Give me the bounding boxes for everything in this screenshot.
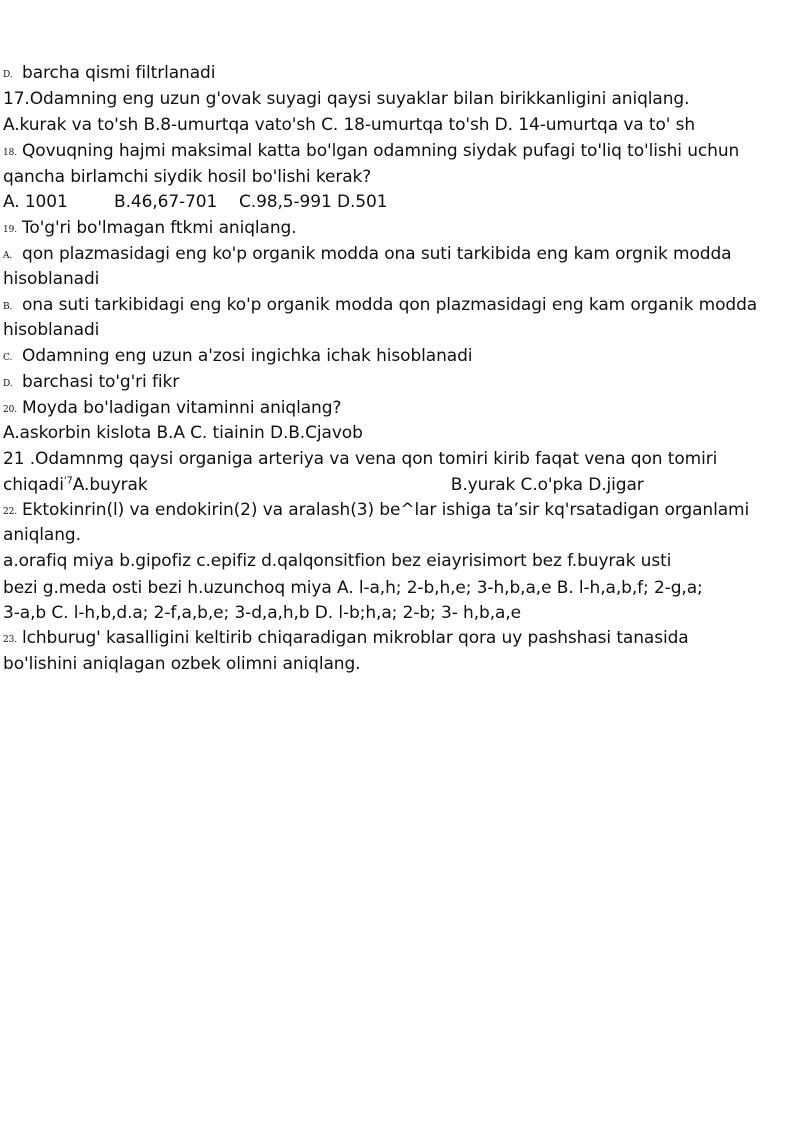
option-a: A.buyrak bbox=[72, 475, 148, 495]
option-b-line bbox=[3, 293, 796, 320]
option-text: Odamning eng uzun a'zosi ingichka ichak hisoblanadi bbox=[22, 346, 473, 366]
question-23-continuation: bo'lishini aniqlagan ozbek olimni aniqlang. bbox=[3, 654, 361, 674]
question-23 bbox=[3, 626, 796, 653]
option-marker: A. bbox=[3, 251, 13, 261]
question-number: 19. bbox=[3, 225, 18, 235]
question-text: Moyda bo'ladigan vitaminni aniqlang? bbox=[22, 398, 342, 418]
question-17-options: A.kurak va to'sh B.8-umurtqa vato'sh C. 18-umurtqa to'sh D. 14-umurtqa va to' sh bbox=[3, 115, 696, 135]
question-22-options: bezi g.meda osti bezi h.uzunchoq miya A. l-a,h; 2-b,h,e; 3-h,b,a,e B. l-h,a,b,f; 2-g,a; bbox=[3, 578, 703, 598]
question-22 bbox=[3, 498, 796, 525]
question-17: 17.Odamning eng uzun g'ovak suyagi qaysi suyaklar bilan birikkanligini aniqlang. bbox=[3, 89, 690, 109]
option-text: qon plazmasidagi eng ko'p organik modda ona suti tarkibida eng kam orgnik modda bbox=[22, 244, 732, 264]
option-text: barcha qismi filtrlanadi bbox=[22, 63, 216, 83]
question-22-options-continued: 3-a,b C. l-h,b,d.a; 2-f,a,b,e; 3-d,a,h,b D. l-b;h,a; 2-b; 3- h,b,a,e bbox=[3, 603, 521, 623]
option-marker: C. bbox=[3, 353, 13, 363]
option-d-line bbox=[3, 370, 796, 397]
option-marker: B. bbox=[3, 302, 13, 312]
option-b-continuation: hisoblanadi bbox=[3, 320, 100, 340]
question-number: 18. bbox=[3, 148, 18, 158]
option-marker: D. bbox=[3, 70, 13, 80]
question-21-options bbox=[3, 473, 796, 498]
option-d-line bbox=[3, 61, 796, 88]
option-text: barchasi to'g'ri fikr bbox=[22, 372, 180, 392]
question-18-continuation: qancha birlamchi siydik hosil bo'lishi kerak? bbox=[3, 167, 372, 187]
question-18 bbox=[3, 139, 796, 166]
question-18-options bbox=[3, 190, 796, 215]
option-b-c-d: B.yurak C.o'pka D.jigar bbox=[450, 475, 644, 495]
question-number: 20. bbox=[3, 405, 18, 415]
question-number: 23. bbox=[3, 635, 18, 645]
question-21: 21 .Odamnmg qaysi organiga arteriya va vena qon tomiri kirib faqat vena qon tomiri bbox=[3, 449, 718, 469]
question-20-options: A.askorbin kislota B.A C. tiainin D.B.Cjavob bbox=[3, 423, 363, 443]
option-text: ona suti tarkibidagi eng ko'p organik modda qon plazmasidagi eng kam organik modda bbox=[22, 295, 758, 315]
question-text: Ektokinrin(l) va endokirin(2) va aralash(3) be^lar ishiga ta’sir kq'rsatadigan organlami bbox=[22, 500, 750, 520]
option-a: A. 1001 bbox=[3, 192, 68, 212]
question-text: lchburug' kasalligini keltirib chiqaradigan mikroblar qora uy pashshasi tanasida bbox=[22, 628, 689, 648]
option-a-line bbox=[3, 242, 796, 269]
question-21-tail: chiqadi bbox=[3, 475, 64, 495]
question-22-items: a.orafiq miya b.gipofiz c.epifiz d.qalqonsitfion bez eiayrisimort bez f.buyrak usti bbox=[3, 551, 672, 571]
question-20 bbox=[3, 396, 796, 423]
superscript-mark: '7 bbox=[63, 475, 73, 487]
option-b: B.46,67-701 bbox=[114, 192, 218, 212]
option-c-line bbox=[3, 344, 796, 371]
option-c-d: C.98,5-991 D.501 bbox=[239, 192, 388, 212]
question-22-continuation: aniqlang. bbox=[3, 525, 81, 545]
question-text: To'g'ri bo'lmagan ftkmi aniqlang. bbox=[22, 218, 297, 238]
question-number: 22. bbox=[3, 507, 18, 517]
option-a-continuation: hisoblanadi bbox=[3, 269, 100, 289]
question-text: Qovuqning hajmi maksimal katta bo'lgan odamning siydak pufagi to'liq to'lishi uchun bbox=[22, 141, 740, 161]
question-19 bbox=[3, 216, 796, 243]
option-marker: D. bbox=[3, 379, 13, 389]
